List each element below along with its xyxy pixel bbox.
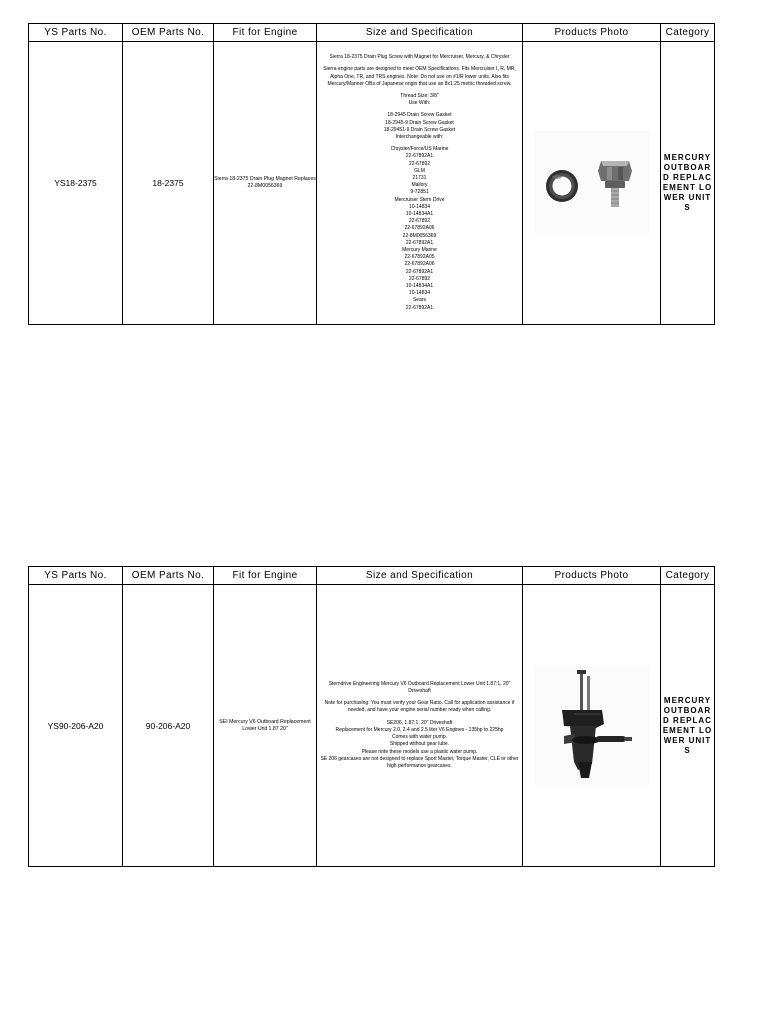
header-products-photo: Products Photo — [523, 24, 661, 42]
fit-for-engine: Sierra 18-2375 Drain Plug Magnet Replaces 22-8M0056369 — [214, 42, 317, 325]
spec-line: 22-67892A1 — [405, 239, 434, 246]
ys-part-number: YS90-206-A20 — [29, 585, 123, 867]
spec-line: Sierra 18-2375 Drain Plug Screw with Magnet for Mercruiser, Mercury, & Chrysler — [329, 54, 510, 61]
header-size-and-specification: Size and Specification — [317, 567, 523, 585]
header-oem-parts-no: OEM Parts No. — [123, 24, 214, 42]
spec-line: 22-67892 — [408, 160, 431, 167]
header-size-and-specification: Size and Specification — [317, 24, 523, 42]
header-category: Category — [661, 24, 715, 42]
spec-line: 10-14834 — [408, 290, 431, 297]
spec-line: Shipped without gear lube. — [389, 741, 450, 748]
spec-line: Please note these models use a plastic water pump. — [361, 748, 478, 755]
spec-line: Replacement for Mercury 2.0, 2.4 and 2.5 liter V6 Engines - 135hp to 225hp — [335, 726, 504, 733]
spec-line: 22-67892A06 — [404, 261, 435, 268]
ys-part-number: YS18-2375 — [29, 42, 123, 325]
spec-line: Note for purchasing: You must verify your Gear Ratio. Call for application assistance if needed, and have your engine serial number ready when calling. — [324, 700, 515, 714]
spec-line: SE206, 1.87:1, 20" Driveshaft — [386, 719, 453, 726]
spec-line: GLM — [414, 167, 425, 174]
spec-line: SE 206 gearcases are not designed to replace Sport Master, Torque Master, CLE or other high performance gearcases. — [320, 755, 519, 769]
oem-part-number: 90-206-A20 — [123, 585, 214, 867]
header-products-photo: Products Photo — [523, 567, 661, 585]
header-oem-parts-no: OEM Parts No. — [123, 567, 214, 585]
products-photo — [523, 42, 661, 325]
category: MERCURY OUTBOARD REPLACEMENT LOWER UNITS — [661, 42, 715, 325]
spec-line: 10-14834 — [408, 203, 431, 210]
spec-line: 21731 — [412, 174, 427, 181]
oem-part-number: 18-2375 — [123, 42, 214, 325]
category: MERCURY OUTBOARD REPLACEMENT LOWER UNITS — [661, 585, 715, 867]
header-ys-parts-no: YS Parts No. — [29, 24, 123, 42]
table-row — [29, 585, 715, 867]
product-table-1 — [28, 23, 715, 325]
spec-line: 18-2945 Drain Screw Gasket — [387, 112, 452, 119]
products-photo — [523, 585, 661, 867]
header-row — [29, 567, 715, 585]
spec-line: 22-67892A1 — [405, 268, 434, 275]
drain-plug-photo — [534, 131, 650, 235]
header-category: Category — [661, 567, 715, 585]
header-row — [29, 24, 715, 42]
spec-line: 22-67892A1 — [405, 304, 434, 311]
spec-line: Mallory — [411, 182, 428, 189]
spec-line: 9-72851 — [410, 189, 429, 196]
lower-unit-photo — [534, 666, 650, 786]
spec-line: Interchangeable with: — [395, 133, 444, 140]
size-and-specification — [317, 42, 523, 325]
spec-line: 18-29451-9 Drain Screw Gasket — [383, 126, 456, 133]
spec-line: 22-67892A05 — [404, 254, 435, 261]
spec-line: 22-67892 — [408, 275, 431, 282]
spec-line: 22-67892A06 — [404, 225, 435, 232]
header-fit-for-engine: Fit for Engine — [214, 567, 317, 585]
spec-line: 22-8M0056369 — [402, 232, 437, 239]
spec-line: Sierra engine parts are designed to meet OEM Specifications. Fits Mercruiser I, R, MR, Alpha One, TR, and TRS engines. Note: Do not use on #1/R lower units. Also fits Mercury/Mariner OBs of Japanese origin that use an 8x1.25 metric threaded screw. — [323, 66, 516, 87]
gasket-ring — [546, 170, 578, 202]
size-and-specification — [317, 585, 523, 867]
spec-line: 10-14834A1 — [405, 211, 434, 217]
header-ys-parts-no: YS Parts No. — [29, 567, 123, 585]
spec-line: 18-2945-9 Drain Screw Gasket — [385, 119, 454, 126]
spec-line: Sterndrive Engineering Mercury V6 Outboard Replacement Lower Unit 1.87:1, 20" Driveshaft — [328, 680, 511, 695]
spec-line: Mercruiser Stern Drive — [394, 196, 445, 203]
spec-line: Chrysler/Force/US Marine — [390, 146, 449, 153]
spec-line: 22-67892A1 — [405, 153, 434, 160]
product-table-2 — [28, 566, 715, 867]
fit-for-engine: SEI Mercury V6 Outboard Replacement Lower Unit 1.87 20" — [214, 585, 317, 867]
spec-line: Thread Size: 3/8" — [400, 92, 439, 99]
spec-line: Use With: — [408, 100, 431, 107]
spec-line: 22-67892 — [408, 218, 431, 225]
table-row — [29, 42, 715, 325]
spec-line: 10-14834A1 — [405, 283, 434, 290]
spec-line: Mercury Marine — [402, 247, 437, 254]
spec-line: Sears — [412, 297, 427, 304]
spec-line: Comes with water pump. — [391, 734, 448, 741]
header-fit-for-engine: Fit for Engine — [214, 24, 317, 42]
